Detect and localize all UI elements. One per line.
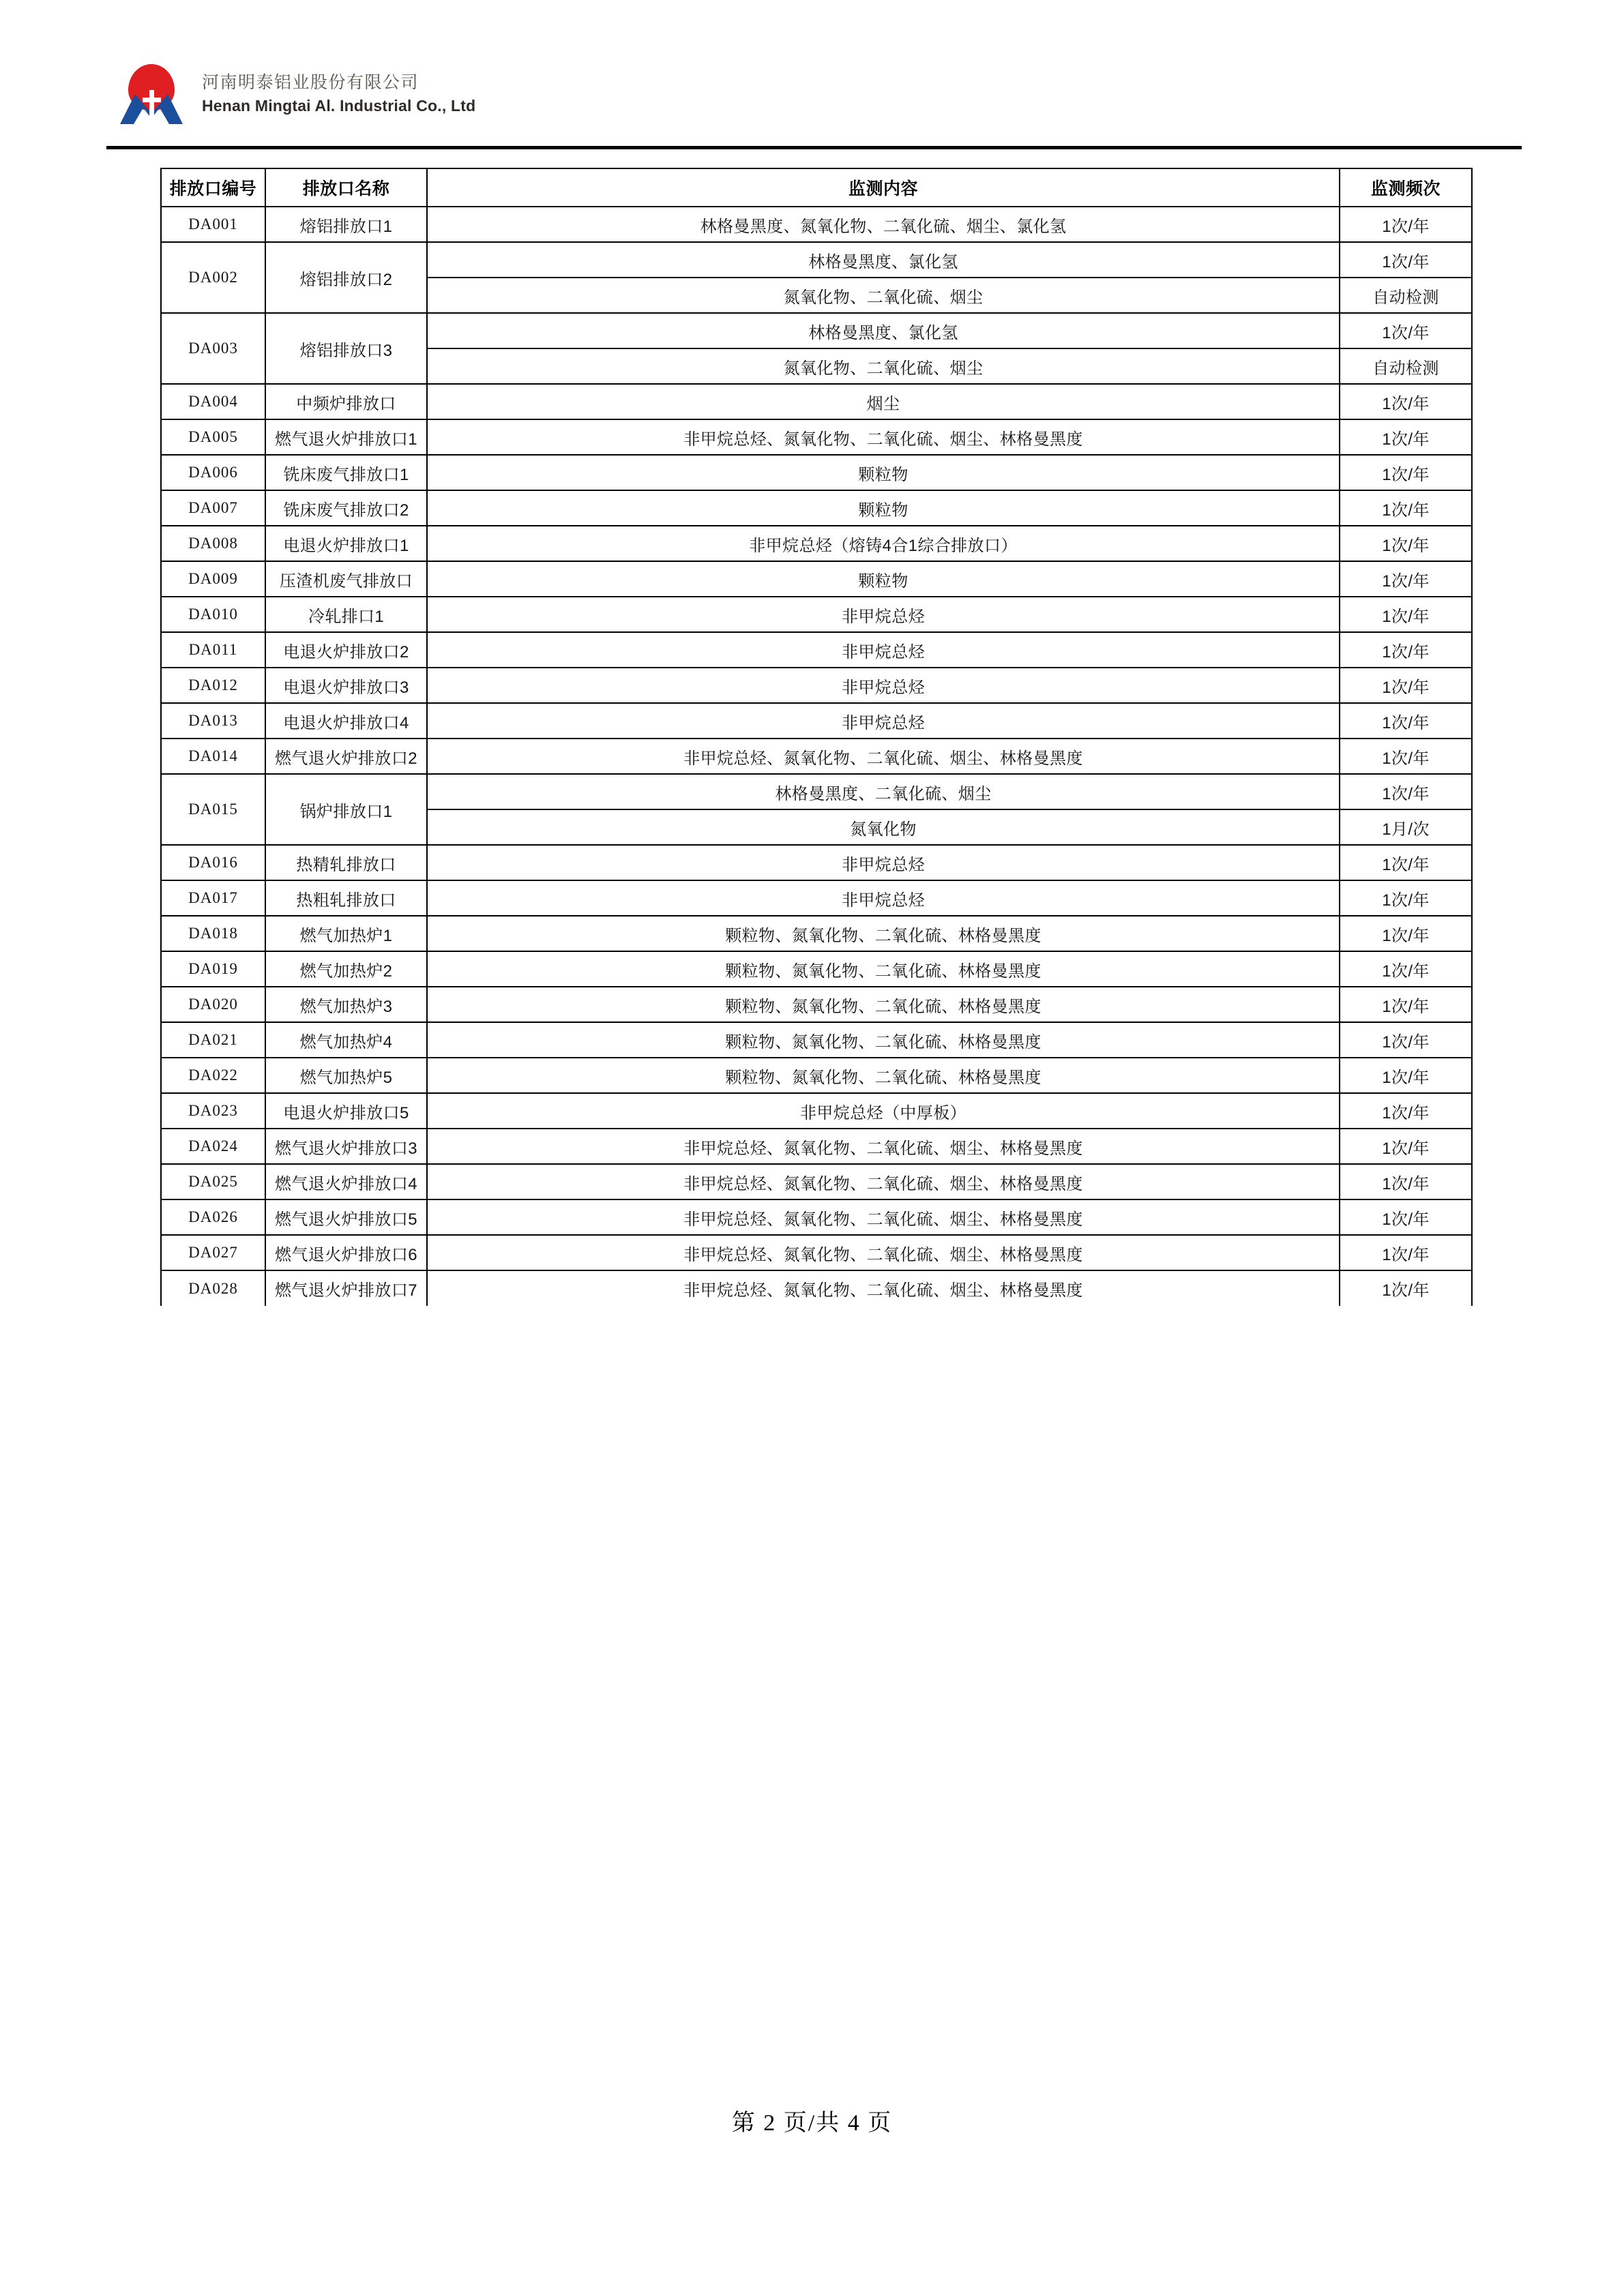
cell-monitoring-content: 氮氧化物 [427,809,1340,845]
table-row [161,207,1472,242]
cell-outlet-name: 压渣机废气排放口 [265,561,427,597]
cell-monitoring-content: 非甲烷总烃、氮氧化物、二氧化硫、烟尘、林格曼黑度 [427,1129,1340,1164]
cell-monitoring-content: 非甲烷总烃 [427,845,1340,880]
cell-outlet-name: 铣床废气排放口1 [265,455,427,490]
cell-monitoring-content: 非甲烷总烃（中厚板） [427,1093,1340,1129]
cell-outlet-name: 燃气退火炉排放口2 [265,739,427,774]
cell-monitoring-frequency: 1次/年 [1340,313,1472,348]
cell-monitoring-content: 非甲烷总烃、氮氧化物、二氧化硫、烟尘、林格曼黑度 [427,739,1340,774]
cell-monitoring-frequency: 1次/年 [1340,1164,1472,1199]
cell-monitoring-frequency: 1次/年 [1340,419,1472,455]
cell-monitoring-frequency: 1次/年 [1340,774,1472,809]
cell-outlet-name: 燃气退火炉排放口3 [265,1129,427,1164]
cell-outlet-code: DA022 [161,1058,265,1093]
cell-outlet-code: DA021 [161,1022,265,1058]
cell-outlet-name: 燃气加热炉4 [265,1022,427,1058]
cell-outlet-code: DA009 [161,561,265,597]
cell-monitoring-content: 非甲烷总烃 [427,597,1340,632]
cell-monitoring-content: 非甲烷总烃 [427,668,1340,703]
cell-monitoring-frequency: 1次/年 [1340,987,1472,1022]
cell-outlet-code: DA008 [161,526,265,561]
letterhead [116,60,475,128]
cell-monitoring-frequency: 1次/年 [1340,845,1472,880]
company-name-en: Henan Mingtai Al. Industrial Co., Ltd [202,97,476,115]
cell-outlet-code: DA001 [161,207,265,242]
cell-outlet-code: DA002 [161,242,265,313]
cell-outlet-name: 熔铝排放口1 [265,207,427,242]
cell-monitoring-frequency: 1次/年 [1340,1022,1472,1058]
cell-monitoring-frequency: 1次/年 [1340,242,1472,278]
cell-monitoring-content: 氮氧化物、二氧化硫、烟尘 [427,348,1340,384]
table-row [161,1058,1472,1093]
cell-outlet-name: 燃气加热炉1 [265,916,427,951]
column-header-monitoring-frequency: 监测频次 [1340,168,1472,207]
table-row [161,526,1472,561]
cell-outlet-code: DA004 [161,384,265,419]
cell-outlet-code: DA018 [161,916,265,951]
table-row [161,455,1472,490]
cell-monitoring-content: 非甲烷总烃 [427,880,1340,916]
cell-outlet-code: DA003 [161,313,265,384]
mingtai-logo-icon [116,60,187,128]
cell-outlet-code: DA010 [161,597,265,632]
cell-outlet-code: DA005 [161,419,265,455]
cell-outlet-code: DA006 [161,455,265,490]
cell-monitoring-frequency: 1次/年 [1340,1093,1472,1129]
cell-monitoring-frequency: 1次/年 [1340,916,1472,951]
cell-outlet-name: 熔铝排放口2 [265,242,427,313]
cell-outlet-code: DA027 [161,1235,265,1270]
table-row [161,1022,1472,1058]
cell-monitoring-content: 非甲烷总烃、氮氧化物、二氧化硫、烟尘、林格曼黑度 [427,1164,1340,1199]
cell-monitoring-content: 非甲烷总烃、氮氧化物、二氧化硫、烟尘、林格曼黑度 [427,1270,1340,1306]
cell-monitoring-frequency: 1次/年 [1340,880,1472,916]
cell-monitoring-content: 氮氧化物、二氧化硫、烟尘 [427,278,1340,313]
cell-outlet-code: DA020 [161,987,265,1022]
cell-monitoring-content: 林格曼黑度、氯化氢 [427,313,1340,348]
cell-monitoring-content: 林格曼黑度、氮氧化物、二氧化硫、烟尘、氯化氢 [427,207,1340,242]
cell-outlet-name: 燃气退火炉排放口4 [265,1164,427,1199]
column-header-outlet-code: 排放口编号 [161,168,265,207]
cell-monitoring-content: 非甲烷总烃、氮氧化物、二氧化硫、烟尘、林格曼黑度 [427,419,1340,455]
cell-monitoring-content: 烟尘 [427,384,1340,419]
header-divider-rule [106,146,1522,149]
cell-outlet-name: 燃气加热炉3 [265,987,427,1022]
cell-outlet-name: 电退火炉排放口2 [265,632,427,668]
cell-outlet-name: 燃气退火炉排放口7 [265,1270,427,1306]
cell-outlet-code: DA014 [161,739,265,774]
company-name-cn: 河南明泰铝业股份有限公司 [202,73,419,93]
table-row [161,739,1472,774]
cell-monitoring-frequency: 1月/次 [1340,809,1472,845]
cell-outlet-name: 铣床废气排放口2 [265,490,427,526]
cell-monitoring-content: 颗粒物 [427,561,1340,597]
cell-monitoring-content: 颗粒物、氮氧化物、二氧化硫、林格曼黑度 [427,1058,1340,1093]
monitoring-table-wrapper [160,168,1471,1306]
table-row [161,668,1472,703]
cell-outlet-name: 冷轧排口1 [265,597,427,632]
cell-outlet-code: DA012 [161,668,265,703]
cell-outlet-code: DA011 [161,632,265,668]
table-row [161,1235,1472,1270]
table-row [161,419,1472,455]
cell-outlet-code: DA025 [161,1164,265,1199]
cell-outlet-name: 电退火炉排放口1 [265,526,427,561]
cell-outlet-name: 中频炉排放口 [265,384,427,419]
cell-outlet-code: DA007 [161,490,265,526]
logo-cross-horizontal-shape [143,98,161,102]
table-row [161,597,1472,632]
cell-monitoring-frequency: 1次/年 [1340,632,1472,668]
cell-monitoring-content: 非甲烷总烃 [427,632,1340,668]
page-footer: 第 2 页/共 4 页 [731,2111,893,2136]
table-row [161,561,1472,597]
cell-outlet-name: 热粗轧排放口 [265,880,427,916]
cell-outlet-name: 电退火炉排放口4 [265,703,427,739]
table-row [161,951,1472,987]
cell-monitoring-frequency: 1次/年 [1340,597,1472,632]
table-row [161,880,1472,916]
cell-monitoring-frequency: 1次/年 [1340,1129,1472,1164]
cell-outlet-name: 电退火炉排放口5 [265,1093,427,1129]
cell-outlet-code: DA023 [161,1093,265,1129]
cell-outlet-name: 熔铝排放口3 [265,313,427,384]
cell-outlet-code: DA026 [161,1199,265,1235]
cell-monitoring-frequency: 1次/年 [1340,1199,1472,1235]
cell-outlet-name: 燃气退火炉排放口6 [265,1235,427,1270]
column-header-outlet-name: 排放口名称 [265,168,427,207]
table-row [161,916,1472,951]
cell-monitoring-frequency: 1次/年 [1340,739,1472,774]
cell-outlet-name: 热精轧排放口 [265,845,427,880]
cell-monitoring-content: 非甲烷总烃、氮氧化物、二氧化硫、烟尘、林格曼黑度 [427,1199,1340,1235]
cell-monitoring-frequency: 自动检测 [1340,278,1472,313]
cell-monitoring-content: 非甲烷总烃 [427,703,1340,739]
table-row [161,703,1472,739]
cell-outlet-name: 燃气加热炉5 [265,1058,427,1093]
cell-monitoring-frequency: 1次/年 [1340,561,1472,597]
table-row [161,632,1472,668]
cell-monitoring-content: 林格曼黑度、氯化氢 [427,242,1340,278]
cell-monitoring-frequency: 1次/年 [1340,703,1472,739]
table-row [161,1270,1472,1306]
column-header-monitoring-content: 监测内容 [427,168,1340,207]
table-row [161,1129,1472,1164]
cell-monitoring-content: 非甲烷总烃、氮氧化物、二氧化硫、烟尘、林格曼黑度 [427,1235,1340,1270]
cell-outlet-name: 锅炉排放口1 [265,774,427,845]
cell-monitoring-frequency: 1次/年 [1340,1270,1472,1306]
cell-outlet-name: 燃气退火炉排放口1 [265,419,427,455]
cell-monitoring-frequency: 1次/年 [1340,1235,1472,1270]
cell-outlet-name: 电退火炉排放口3 [265,668,427,703]
table-row [161,384,1472,419]
table-row [161,987,1472,1022]
cell-outlet-code: DA017 [161,880,265,916]
cell-outlet-name: 燃气加热炉2 [265,951,427,987]
cell-monitoring-content: 非甲烷总烃（熔铸4合1综合排放口） [427,526,1340,561]
company-name-block [202,73,475,115]
cell-monitoring-frequency: 1次/年 [1340,1058,1472,1093]
table-body [161,207,1472,1306]
monitoring-plan-table [160,168,1473,1306]
table-row [161,490,1472,526]
cell-monitoring-content: 颗粒物、氮氧化物、二氧化硫、林格曼黑度 [427,951,1340,987]
cell-monitoring-content: 林格曼黑度、二氧化硫、烟尘 [427,774,1340,809]
cell-outlet-name: 燃气退火炉排放口5 [265,1199,427,1235]
cell-outlet-code: DA019 [161,951,265,987]
table-row [161,313,1472,348]
cell-outlet-code: DA013 [161,703,265,739]
logo-cross-vertical-shape [149,90,154,120]
cell-monitoring-frequency: 1次/年 [1340,951,1472,987]
table-row [161,242,1472,278]
cell-monitoring-content: 颗粒物、氮氧化物、二氧化硫、林格曼黑度 [427,916,1340,951]
cell-monitoring-frequency: 自动检测 [1340,348,1472,384]
cell-monitoring-content: 颗粒物、氮氧化物、二氧化硫、林格曼黑度 [427,1022,1340,1058]
cell-monitoring-frequency: 1次/年 [1340,207,1472,242]
cell-monitoring-frequency: 1次/年 [1340,455,1472,490]
cell-outlet-code: DA024 [161,1129,265,1164]
table-row [161,774,1472,809]
table-row [161,1093,1472,1129]
cell-monitoring-content: 颗粒物 [427,490,1340,526]
cell-monitoring-frequency: 1次/年 [1340,490,1472,526]
table-row [161,1164,1472,1199]
cell-outlet-code: DA016 [161,845,265,880]
table-row [161,1199,1472,1235]
cell-monitoring-frequency: 1次/年 [1340,526,1472,561]
cell-outlet-code: DA028 [161,1270,265,1306]
table-header-row [161,168,1472,207]
cell-monitoring-content: 颗粒物 [427,455,1340,490]
cell-monitoring-content: 颗粒物、氮氧化物、二氧化硫、林格曼黑度 [427,987,1340,1022]
table-header [161,168,1472,207]
cell-monitoring-frequency: 1次/年 [1340,384,1472,419]
table-row [161,845,1472,880]
cell-outlet-code: DA015 [161,774,265,845]
cell-monitoring-frequency: 1次/年 [1340,668,1472,703]
